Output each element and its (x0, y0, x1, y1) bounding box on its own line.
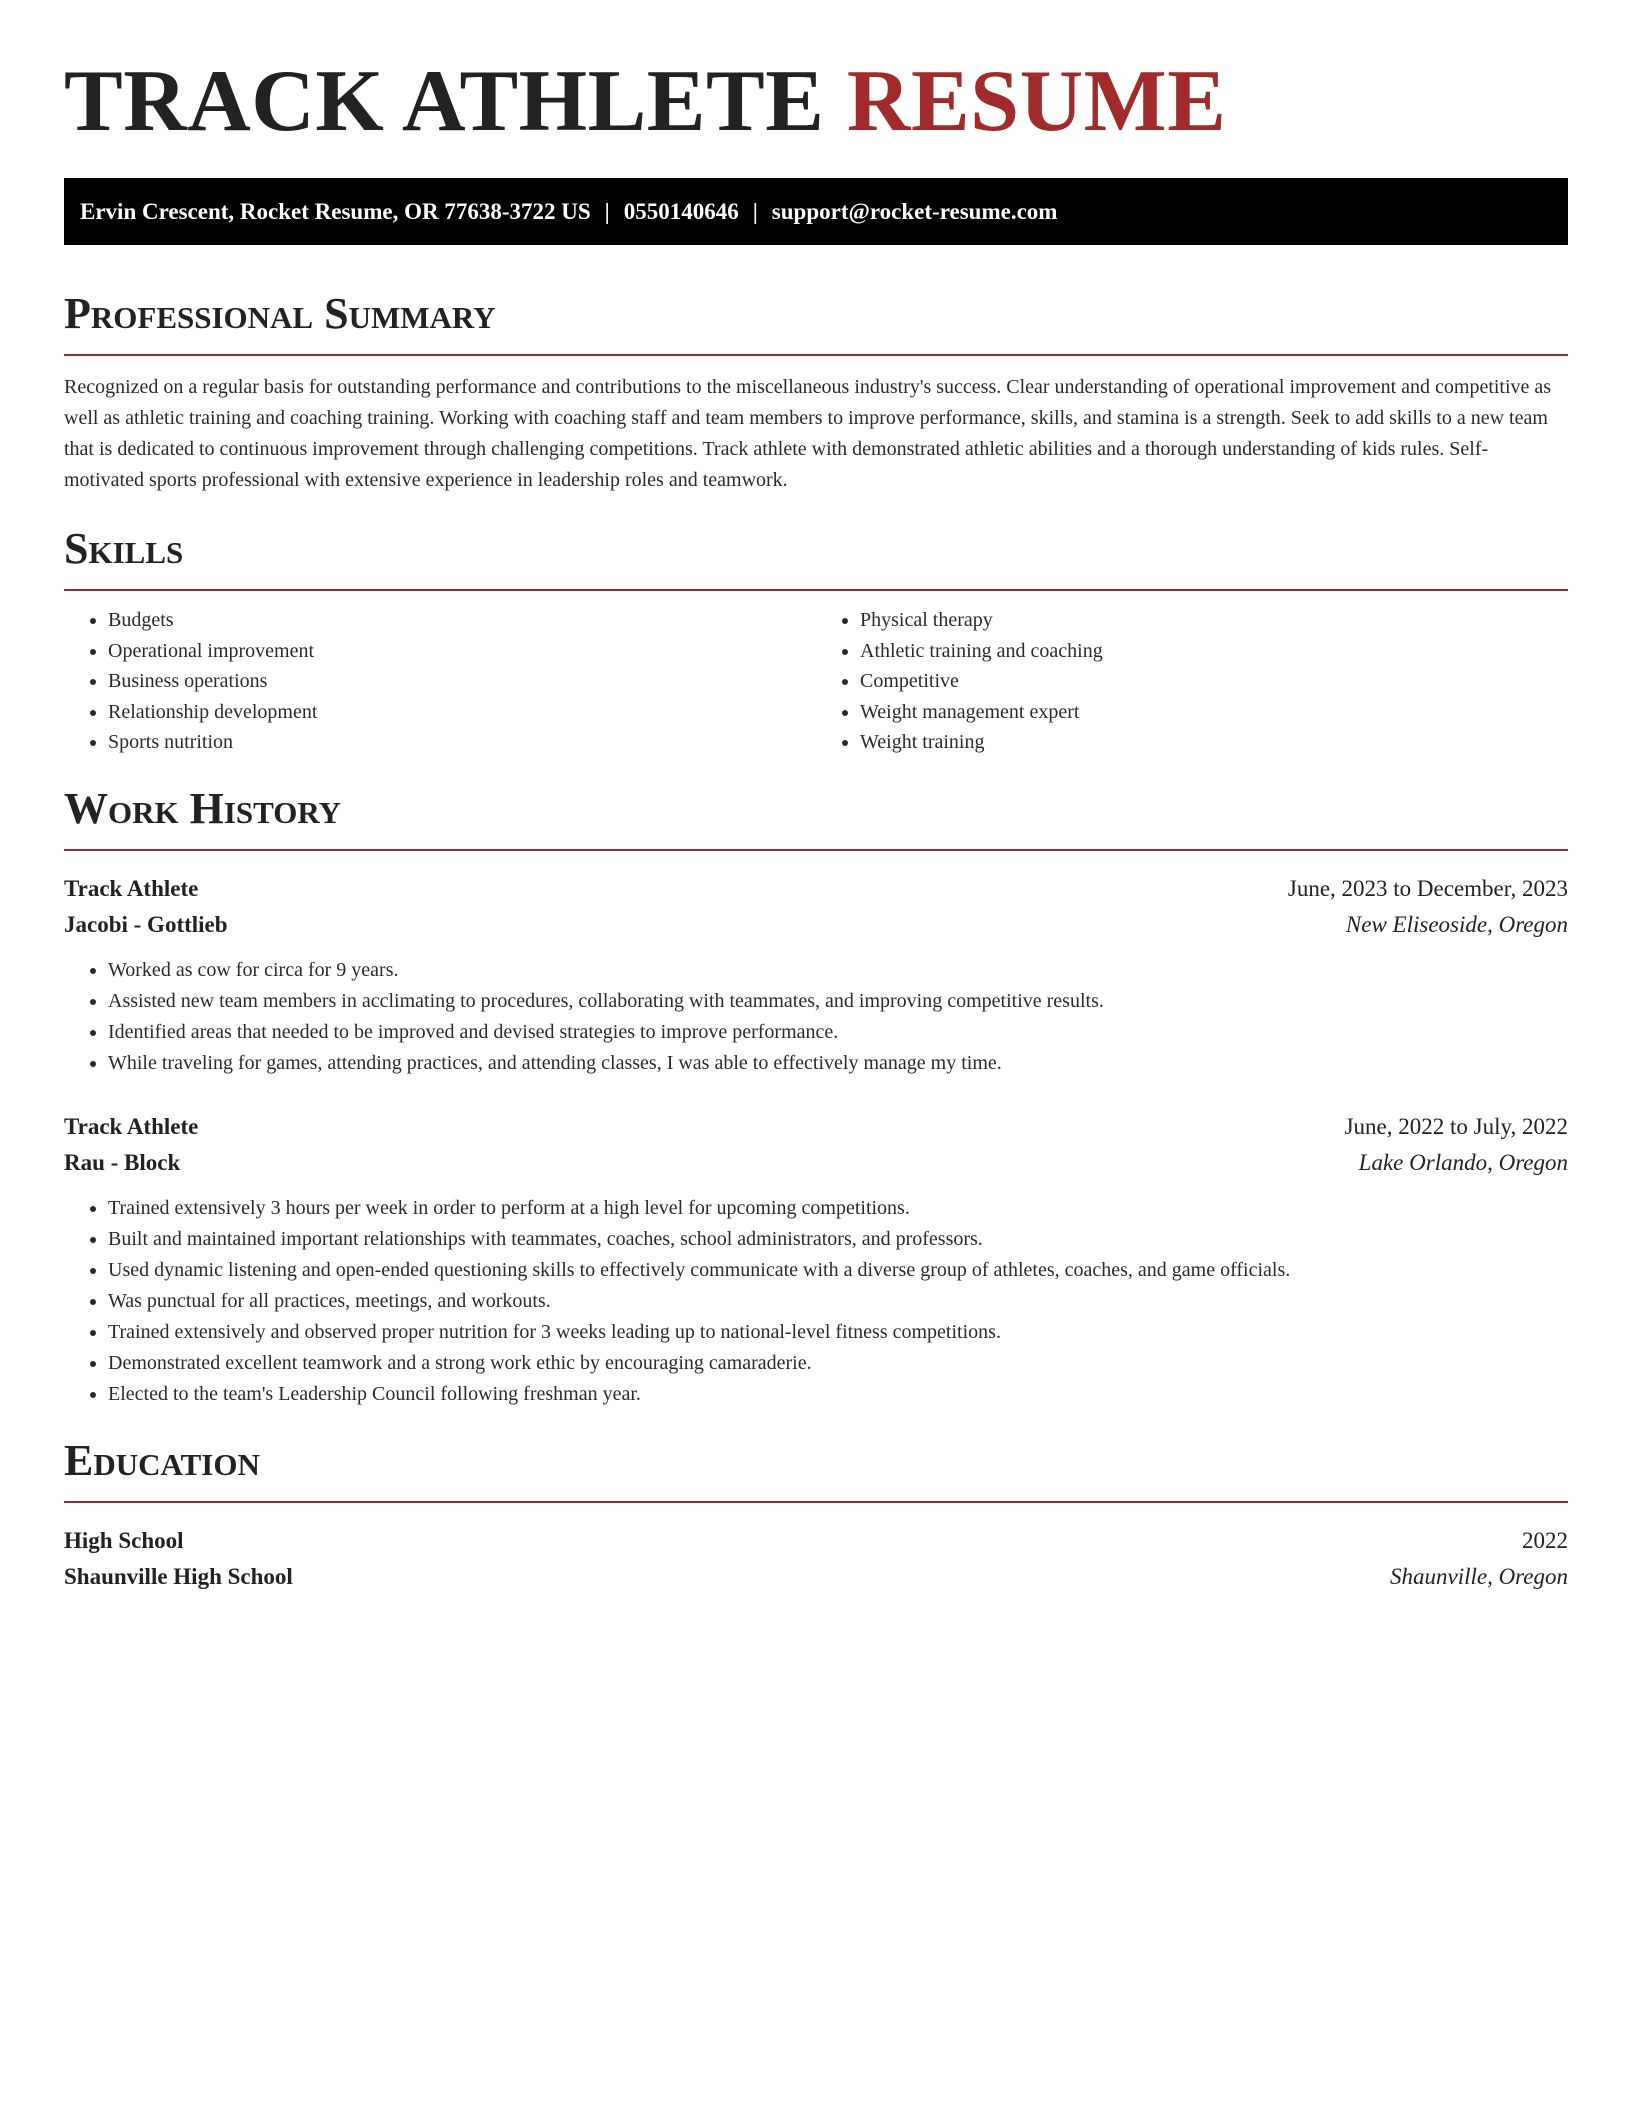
job-company: Jacobi - Gottlieb (64, 911, 228, 937)
job-entry (64, 1109, 1568, 1410)
job-entry (64, 871, 1568, 1079)
education-school: Shaunville High School (64, 1563, 293, 1589)
job-header-row (64, 871, 1568, 907)
job-bullet: • Trained extensively 3 hours per week in order to perform at a high level for upcoming competitions. (108, 1193, 1568, 1224)
job-bullet: • Used dynamic listening and open-ended questioning skills to effectively communicate with a diverse group of athletes, coaches, and game officials. (108, 1255, 1568, 1286)
education-year: 2022 (1522, 1527, 1568, 1553)
professional-summary-section (64, 289, 1568, 496)
job-company: Rau - Block (64, 1149, 181, 1175)
section-title-summary: Professional Summary (64, 289, 496, 338)
job-dates: June, 2023 to December, 2023 (1287, 875, 1568, 901)
work-history-section (64, 784, 1568, 1410)
skills-grid (64, 605, 1568, 758)
summary-text: Recognized on a regular basis for outstanding performance and contributions to the miscellaneous industry's success. Clear understanding of operational improvement and competitive as well as athletic training and coaching training. Working with coaching staff and team members to improve performance, skills, and stamina is a strength. Seek to add skills to a new team that is dedicated to continuous improvement through challenging competitions. Track athlete with demonstrated athletic abilities and a thorough understanding of kids rules. Self-motivated sports professional with extensive experience in leadership roles and teamwork. (64, 376, 1552, 491)
education-degree: High School (64, 1527, 184, 1553)
job-location: Lake Orlando, Oregon (1358, 1149, 1568, 1175)
job-company-row (64, 907, 1568, 943)
title-main: TRACK ATHLETE (64, 53, 825, 150)
section-divider (64, 849, 1568, 851)
job-header-row (64, 1109, 1568, 1145)
contact-phone: 0550140646 (623, 199, 739, 224)
job-role: Track Athlete (64, 875, 199, 901)
section-title-education: Education (64, 1435, 260, 1485)
section-divider (64, 354, 1568, 356)
job-bullet: • Worked as cow for circa for 9 years. (108, 955, 1568, 986)
skill-item: • Business operations (108, 666, 816, 697)
skill-item: • Competitive (860, 666, 1568, 697)
education-location: Shaunville, Oregon (1389, 1563, 1568, 1589)
section-title-skills: Skills (64, 524, 184, 573)
skill-item: • Physical therapy (860, 605, 1568, 636)
job-bullets (64, 955, 1568, 1079)
job-bullet: • Assisted new team members in acclimating to procedures, collaborating with teammates, and improving competitive results. (108, 986, 1568, 1017)
contact-bar (64, 178, 1568, 245)
section-title-work: Work History (64, 783, 342, 833)
skill-item: • Operational improvement (108, 636, 816, 667)
job-bullet: • Identified areas that needed to be improved and devised strategies to improve performance. (108, 1017, 1568, 1048)
job-bullet: • Trained extensively and observed proper nutrition for 3 weeks leading up to national-level fitness competitions. (108, 1317, 1568, 1348)
skill-item: • Relationship development (108, 697, 816, 728)
section-divider (64, 1501, 1568, 1503)
education-section (64, 1436, 1568, 1595)
contact-email: support@rocket-resume.com (771, 199, 1058, 224)
job-location: New Eliseoside, Oregon (1345, 911, 1568, 937)
skills-list-right (816, 605, 1568, 758)
education-header-row (64, 1523, 1568, 1559)
skills-list-left (64, 605, 816, 758)
title-accent: RESUME (846, 53, 1227, 150)
job-bullet: • While traveling for games, attending practices, and attending classes, I was able to effectively manage my time. (108, 1048, 1568, 1079)
skill-item: • Athletic training and coaching (860, 636, 1568, 667)
contact-address: Ervin Crescent, Rocket Resume, OR 77638-3722 US (80, 199, 591, 224)
skills-section (64, 524, 1568, 758)
job-company-row (64, 1145, 1568, 1181)
skill-item: • Budgets (108, 605, 816, 636)
job-bullet: • Elected to the team's Leadership Council following freshman year. (108, 1379, 1568, 1410)
job-role: Track Athlete (64, 1113, 199, 1139)
contact-separator: | (604, 199, 610, 224)
skill-item: • Weight training (860, 727, 1568, 758)
resume-title (64, 52, 1568, 152)
job-bullet: • Was punctual for all practices, meetings, and workouts. (108, 1286, 1568, 1317)
contact-separator: | (752, 199, 758, 224)
education-school-row (64, 1559, 1568, 1595)
job-bullets (64, 1193, 1568, 1410)
education-entry (64, 1523, 1568, 1595)
section-divider (64, 589, 1568, 591)
job-bullet: • Built and maintained important relationships with teammates, coaches, school administrators, and professors. (108, 1224, 1568, 1255)
job-dates: June, 2022 to July, 2022 (1344, 1113, 1568, 1139)
skill-item: • Weight management expert (860, 697, 1568, 728)
job-bullet: • Demonstrated excellent teamwork and a strong work ethic by encouraging camaraderie. (108, 1348, 1568, 1379)
skill-item: • Sports nutrition (108, 727, 816, 758)
